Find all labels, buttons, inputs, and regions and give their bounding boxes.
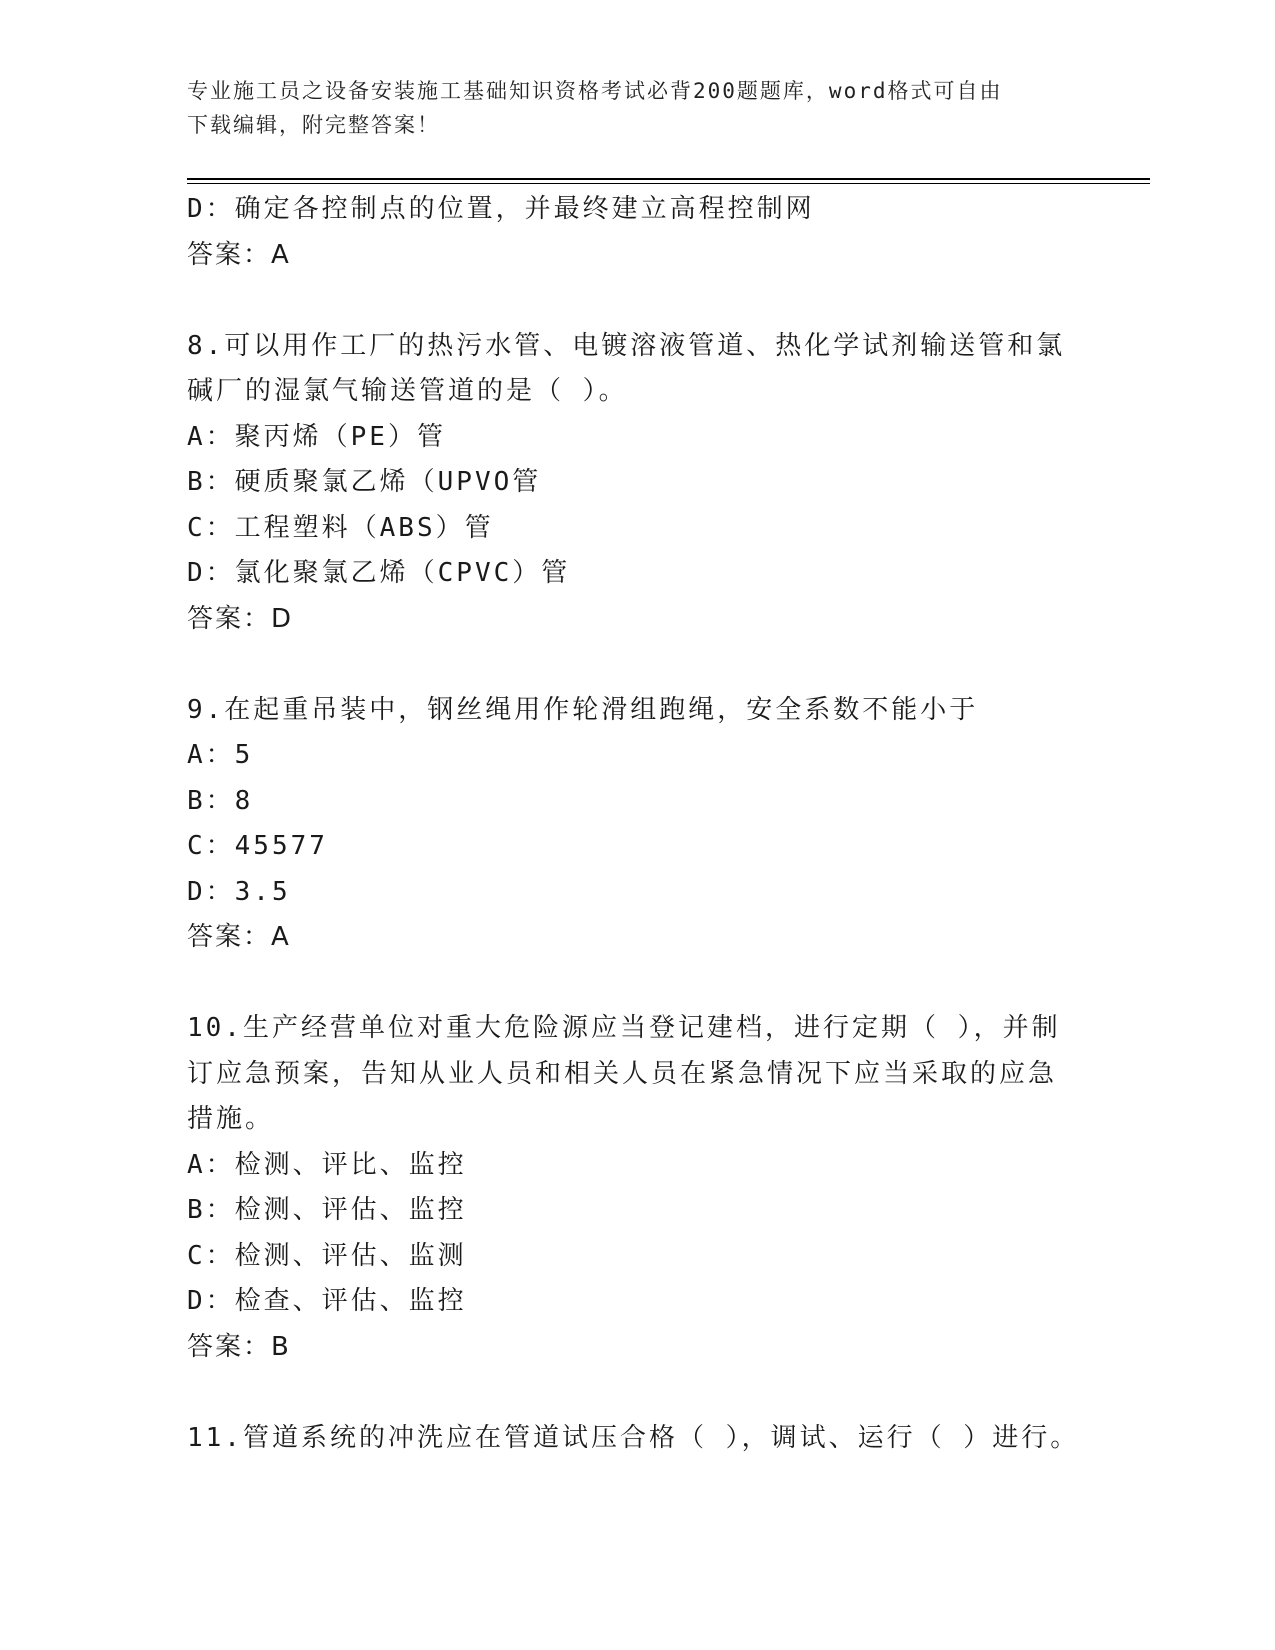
option-b: B：硬质聚氯乙烯（UPVO管: [187, 467, 542, 497]
question-11: [187, 1416, 1080, 1462]
question-stem: 11.管道系统的冲洗应在管道试压合格（ ），调试、运行（ ）进行。: [187, 1422, 1080, 1453]
header-line-1: 专业施工员之设备安装施工基础知识资格考试必背200题题库，word格式可自由: [187, 79, 1003, 103]
option-b: B：8: [187, 785, 254, 816]
answer-line: 答案：A: [187, 922, 291, 952]
option-b: B：检测、评估、监控: [187, 1195, 467, 1225]
question-stem: 订应急预案，告知从业人员和相关人员在紧急情况下应当采取的应急: [187, 1058, 1058, 1089]
document-header: [187, 74, 1067, 142]
option-a: A：聚丙烯（PE）管: [187, 421, 446, 452]
option-d: D：氯化聚氯乙烯（CPVC）管: [187, 558, 571, 588]
header-divider-thin: [187, 183, 1150, 184]
question-stem: 9.在起重吊装中，钢丝绳用作轮滑组跑绳，安全系数不能小于: [187, 694, 979, 725]
question-stem: 8.可以用作工厂的热污水管、电镀溶液管道、热化学试剂输送管和氯: [187, 330, 1066, 361]
header-line-2: 下载编辑，附完整答案！: [187, 113, 440, 137]
spacer: [187, 642, 1067, 688]
spacer: [187, 278, 1067, 324]
question-8: [187, 324, 1067, 643]
option-c: C：检测、评估、监测: [187, 1240, 467, 1271]
question-stem: 10.生产经营单位对重大危险源应当登记建档，进行定期（ ），并制: [187, 1013, 1061, 1043]
header-divider-thick: [187, 178, 1150, 180]
spacer: [187, 961, 1067, 1007]
document-body: [187, 187, 1080, 1461]
question-9: [187, 688, 1067, 961]
option-a: A：检测、评比、监控: [187, 1149, 467, 1180]
question-stem: 措施。: [187, 1104, 275, 1134]
option-d: D：确定各控制点的位置，并最终建立高程控制网: [187, 194, 815, 224]
question-10: [187, 1006, 1067, 1370]
answer-line: 答案：B: [187, 1331, 291, 1362]
option-d: D：检查、评估、监控: [187, 1286, 467, 1316]
option-c: C：工程塑料（ABS）管: [187, 512, 494, 543]
question-7-tail: [187, 187, 1067, 278]
answer-line: 答案：D: [187, 603, 294, 634]
option-a: A：5: [187, 740, 254, 770]
option-d: D：3.5: [187, 876, 291, 907]
option-c: C：45577: [187, 831, 328, 861]
spacer: [187, 1370, 1067, 1416]
question-stem: 碱厂的湿氯气输送管道的是（ ）。: [187, 376, 628, 406]
answer-line: 答案：A: [187, 239, 291, 270]
